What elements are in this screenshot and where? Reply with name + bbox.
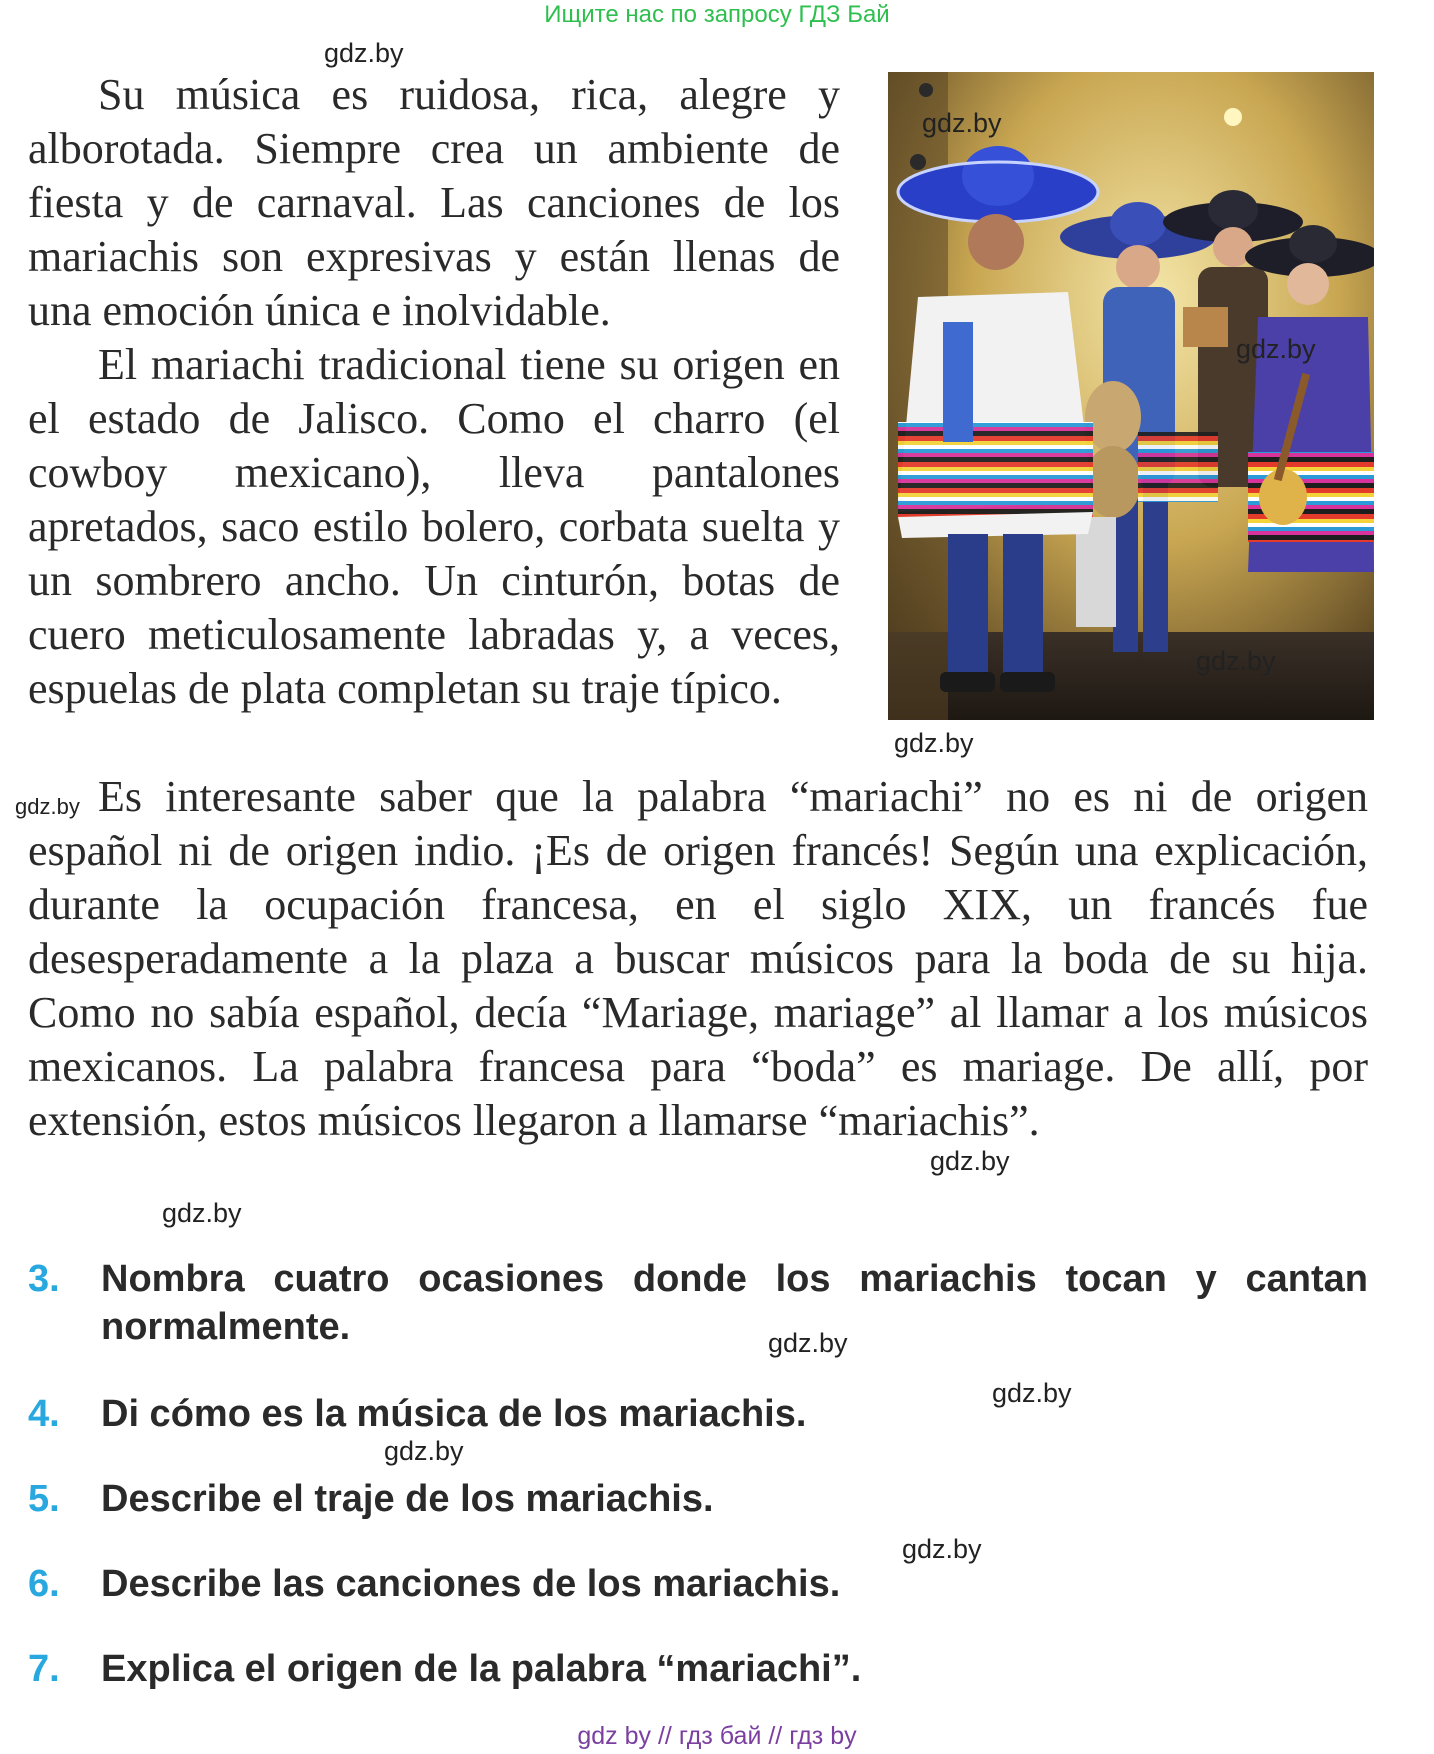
paragraph-3-text: Es interesante saber que la palabra “mariachi” no es ni de origen español ni de origen indio. ¡Es de origen francés! Según una explicación, durante la ocupación francesa, en el siglo XIX, un francés fue desesperadamente a la plaza a buscar músicos para la boda de su hija. Como no sabía español, decía “Mariage, mariage” al llamar a los músicos mexicanos. La palabra francesa para “boda” es mariage. De allí, por extensión, estos músicos llegaron a llamarse “mariachis”.: [28, 772, 1368, 1145]
question-item: [28, 1390, 1368, 1438]
footer-links[interactable]: gdz by // гдз бай // гдз by: [577, 1722, 857, 1750]
question-text: Nombra cuatro ocasiones donde los mariachis tocan y cantan normalmente.: [101, 1258, 1368, 1348]
question-text: Describe las canciones de los mariachis.: [101, 1563, 841, 1605]
question-item: [28, 1645, 1368, 1693]
watermark: gdz.by: [894, 728, 974, 758]
watermark: gdz.by: [324, 38, 404, 68]
watermark: gdz.by: [930, 1146, 1010, 1176]
question-item: [28, 1560, 1368, 1608]
question-text: Describe el traje de los mariachis.: [101, 1478, 714, 1520]
paragraph-2: [28, 338, 840, 716]
watermark: gdz.by: [922, 108, 1002, 138]
question-item: [28, 1255, 1368, 1351]
question-number: 5.: [28, 1478, 60, 1520]
question-item: [28, 1475, 1368, 1523]
question-number: 3.: [28, 1258, 60, 1300]
mariachi-band-photo: [888, 72, 1374, 720]
paragraph-2-text: El mariachi tradicional tiene su origen en el estado de Jalisco. Como el charro (el cowboy mexicano), lleva pantalones apretados, saco estilo bolero, corbata suelta y un sombrero ancho. Un cinturón, botas de cuero meticulosamente labradas y, a veces, espuelas de plata completan su traje típico.: [28, 340, 840, 713]
question-number: 6.: [28, 1563, 60, 1605]
watermark: gdz.by: [768, 1328, 848, 1358]
watermark: gdz.by: [384, 1436, 464, 1466]
watermark: gdz.by: [162, 1198, 242, 1228]
watermark: gdz.by: [992, 1378, 1072, 1408]
watermark: gdz.by: [1236, 334, 1316, 364]
question-number: 7.: [28, 1648, 60, 1690]
question-number: 4.: [28, 1393, 60, 1435]
top-banner[interactable]: Ищите нас по запросу ГДЗ Бай: [544, 1, 890, 28]
paragraph-1-text: Su música es ruidosa, rica, alegre y alborotada. Siempre crea un ambiente de fiesta y de carnaval. Las canciones de los mariachis son expresivas y están llenas de una emoción única e inolvidable.: [28, 70, 840, 335]
watermark: gdz.by: [1196, 646, 1276, 676]
paragraph-1: [28, 68, 840, 338]
question-text: Explica el origen de la palabra “mariachi”.: [101, 1648, 862, 1690]
watermark: gdz.by: [15, 794, 80, 819]
paragraph-3: [28, 770, 1368, 1148]
watermark: gdz.by: [902, 1534, 982, 1564]
question-text: Di cómo es la música de los mariachis.: [101, 1393, 807, 1435]
